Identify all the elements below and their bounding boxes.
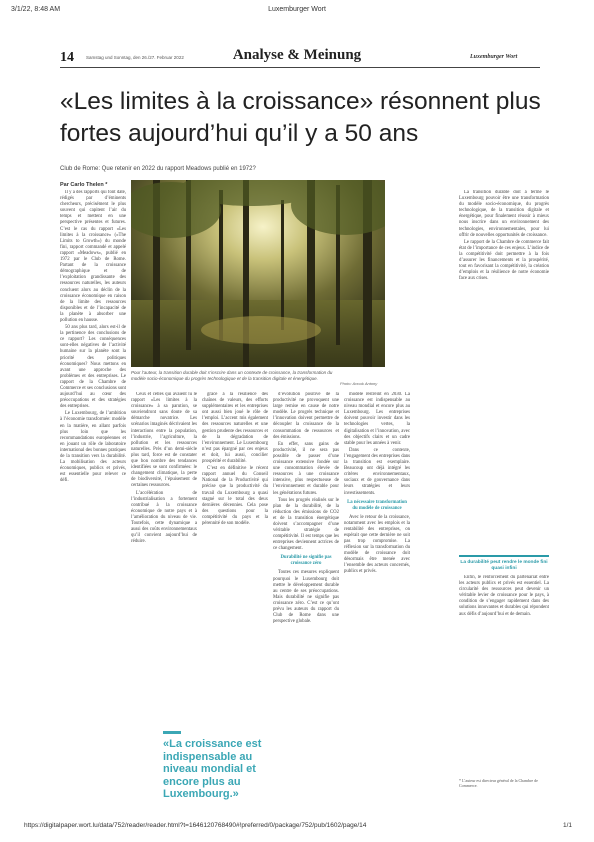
section-title: Analyse & Meinung	[232, 47, 362, 63]
paragraph: d’évolution positive de la productivité ne provoquent une large remise en cause de notre modèle. Le progrès technique et l’innovation doivent permettre de découpler la croissance de la consommation de ressources et des émissions.	[273, 392, 339, 440]
article-column-5	[344, 392, 410, 792]
paragraph: Enfin, le renforcement du partenariat entre les acteurs publics et privés est essentiel. La circularité des ressources peut devenir un véritable levier de croissance pour le pays, à condition de s’engager rapidement dans des solutions innovantes et durables qui répondent aux défis d’aujourd’hui et de demain.	[459, 575, 549, 617]
print-footer	[0, 822, 594, 836]
article-column-3	[202, 392, 268, 732]
article-column-4	[273, 392, 339, 792]
article-headline: «Les limites à la croissance» résonnent plus fortes aujourd’hui qu’il y a 50 ans	[60, 88, 541, 147]
paragraph: Avec le retour de la croissance, notamment avec les emplois et la rentabilité des entreprises, on espérait que cette dernière ne soit pas trop compromise. La réflexion sur la transformation du modèle de croissance doit désormais être menée avec l’ensemble des acteurs concernés, publics et privés.	[344, 514, 410, 575]
paragraph: En effet, sans gains de productivité, il ne sera pas possible de passer d’une croissance extensive fondée sur une consommation élevée de ressources à une croissance intensive, plus respectueuse de l’environnement et durable pour les générations futures.	[273, 441, 339, 496]
subhead-rule	[459, 555, 549, 557]
section-subhead: La nécessaire transformation du modèle de croissance	[347, 499, 407, 511]
paragraph: C’est en définitive le récent rapport annuel du Conseil National de la Productivité qui précise que la productivité du travail du Luxembourg a quasi stagné sur le total des deux dernières décennies. Cela pose des questions pour la compétitivité du pays et la pérennité de son modèle.	[202, 466, 268, 526]
paragraph: Ceux et celles qui avaient lu le rapport «Les limites à la croissance» à sa parution, se souviendront sans doute de sa démarche novatrice. Les scénarios imaginés décrivaient les interactions entre la population, l’industrie, l’agriculture, la pollution et les ressources naturelles. Près d’un demi-siècle plus tard, force est de constater que bon nombre des tendances identifiées se sont confirmées: le changement climatique, la perte de biodiversité, l’épuisement de certaines ressources.	[131, 392, 197, 489]
newspaper-logo: Luxemburger Wort	[470, 54, 518, 60]
paragraph: 50 ans plus tard, alors est-il de la pertinence des conclusions de ce rapport? Les conséquences sont-elles négatives de l’activité humaine sur la planète sont la priorité des politiques économiques? Nous mettons en avant une approche des problèmes et des entreprises. Le rapport de la Chambre de Commerce et ses conclusions sont aujourd’hui au cœur des préoccupations et des stratégies des entreprises.	[60, 325, 126, 410]
print-timestamp: 3/1/22, 8:48 AM	[11, 6, 61, 13]
publication-date: Samstag und Sonntag, den 26./27. Februar 2022	[86, 55, 184, 60]
page-url[interactable]: https://digitalpaper.wort.lu/data/752/reader/reader.html?t=1646120768490#!preferred/0/package/752/pub/1602/page/14	[24, 822, 367, 829]
article-column-1	[60, 190, 126, 795]
paragraph: Le rapport de la Chambre de commerce fait état de l’importance de ces enjeux. L’indice de la compétitivité doit permettre à la fois d’assurer les financements et la prospérité, tout en favorisant la compétitivité, la création d’emplois et la résilience de notre économie face aux crises.	[459, 239, 549, 282]
paragraph: Il y a des rapports qui font date, rédigés par d’éminents chercheurs, précisément le plus souvent qui capitent l’air du temps et mettent en une perspective présentes et futures. C’est le cas du rapport «Les limites à la croissance» («The Limits to Growth») du monde fini, rapport commandé et appelé rapport «Meadows», publié en 1972 par le Club de Rome. Partant de la croissance démographique et de l’exploitation grandissante des ressources naturelles, les auteurs concluent alors au déclin de la croissance économique en raison de la limite des ressources disponibles et de l’incapacité de la planète à absorber une pollution en hausse.	[60, 190, 126, 323]
author-footnote: * L’auteur est directeur général de la Chambre de Commerce.	[459, 778, 538, 788]
article-column-6-continued	[459, 575, 549, 775]
pull-quote: «La croissance est indispensable au niveau mondial et encore plus au Luxembourg.»	[163, 738, 262, 800]
article-byline: Par Carlo Thelen *	[60, 182, 108, 188]
paragraph: Tous les progrès réalisés sur le plan de la durabilité, de la réduction des émissions de CO2 et de la transition énergétique doivent s’accompagner d’une véritable stratégie de compétitivité. Il est temps que les entreprises deviennent actrices de ce changement.	[273, 497, 339, 552]
section-subhead: Durabilité ne signifie pas croissance zéro	[280, 555, 332, 567]
article-column-6	[459, 190, 549, 550]
print-header	[0, 0, 594, 18]
paragraph: grâce à la résilience des chaînes de valeurs, des efforts supplémentaires et les entreprises ont aussi bien joué le rôle de l’emploi. L’accent mis également des ressources naturelles et une gestion prudente des ressources et de la dégradation de l’environnement. Le Luxembourg n’est pas épargné par ces enjeux et doit, lui aussi, concilier prospérité et durabilité.	[202, 392, 268, 465]
paragraph: L’accélération de l’industrialisation a fortement contribué à la croissance économique de notre pays et à l’amélioration du niveau de vie. Toutefois, cette dynamique a aussi des coûts environnementaux qu’il convient aujourd’hui de réduire.	[131, 490, 197, 545]
print-title: Luxemburger Wort	[268, 6, 326, 13]
page-number: 14	[60, 50, 74, 65]
header-divider	[60, 67, 540, 68]
section-subhead: La durabilité peut rendre le monde fini quasi infini	[460, 560, 548, 571]
paragraph: Le Luxembourg, de l’ambition à l’économie transformée: modèle en la matière, en allant parfois plus loin que les recommandations européennes et en jouant un rôle de laboratoire international des bonnes pratiques de la transition vers la durabilité. La mobilisation des acteurs économiques, publics et privés, est essentielle pour relever ce défi.	[60, 411, 126, 484]
photo-caption: Pour l’auteur, la transition durable doit s’inscrire dans un contexte de croissance, la transformation du modèle socio-économique du progrès technologique et de la transition digitale et énergétique.	[131, 370, 333, 381]
forest-photo-image	[131, 180, 385, 367]
photo-credit: Photo: Anouk Antony	[340, 381, 378, 386]
paragraph: Toutes ces mesures expliquent pourquoi le Luxembourg doit mettre le développement durable au centre de ses préoccupations. Mais durabilité ne signifie pas croissance zéro. C’est ce qu’ont prévu les auteurs du rapport du Club de Rome dans une perspective globale.	[273, 570, 339, 625]
article-column-2	[131, 392, 197, 727]
article-photo	[131, 180, 385, 367]
paragraph: La transition durable doit à terme le Luxembourg pouvoir être une transformation du modèle socio-économique, du progrès technologique, de la transition digitale et énergétique, pour finalement réussir à mieux nous inscrire dans un environnement des technologies, environnementales, pour lui offrir de nouvelles opportunités de croissance.	[459, 190, 549, 238]
quote-accent-bar	[163, 731, 181, 734]
paragraph: modèle restreint en 2030. La croissance est indispensable au niveau mondial et encore plus au Luxembourg. Les entreprises doivent pouvoir investir dans les technologies vertes, la digitalisation et l’innovation, avec des objectifs clairs et un cadre stable pour les années à venir.	[344, 392, 410, 446]
paragraph: Dans ce contexte, l’engagement des entreprises dans la transition est exemplaire. Beaucoup ont déjà intégré les critères environnementaux, sociaux et de gouvernance dans leurs stratégies et leurs investissements.	[344, 447, 410, 496]
article-subtitle: Club de Rome: Que retenir en 2022 du rapport Meadows publié en 1972?	[60, 166, 256, 172]
print-page-count: 1/1	[562, 822, 572, 829]
